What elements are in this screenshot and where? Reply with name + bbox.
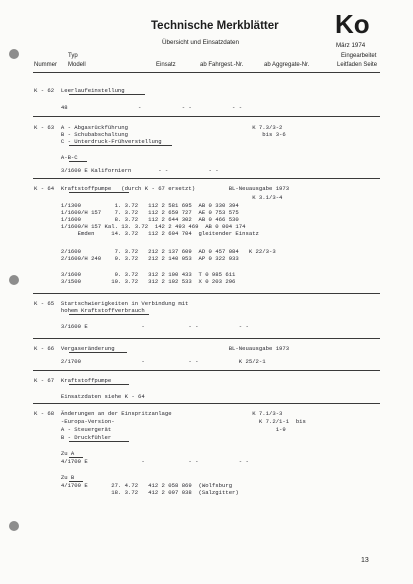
line-k63-c: C - Unterdruck-Frühverstellung <box>34 138 162 145</box>
issue-date: März 1974 <box>336 42 366 49</box>
underline <box>69 145 172 146</box>
underline <box>69 192 129 193</box>
section-divider <box>33 370 380 371</box>
section-divider <box>33 338 380 339</box>
line-k64-row9: 3/1500 10. 3.72 312 2 102 533 X 0 203 296 <box>34 278 236 285</box>
line-k63-data: 3/1600 E Kaliforniern - - - - <box>34 167 219 174</box>
underline <box>69 457 83 458</box>
line-k65-title2: hohem Kraftstoffverbrauch <box>34 307 145 314</box>
line-k64-row3: 1/1600 8. 3.72 112 2 644 302 AB 0 466 530 <box>34 216 239 223</box>
line-k64-row7: 2/1600/H 240 9. 3.72 212 2 140 053 AP 0 322 933 <box>34 255 239 262</box>
line-k64-title: K - 64 Kraftstoffpumpe (durch K - 67 ersetzt) BL-Neuausgabe 1973 <box>34 185 290 192</box>
line-k67-title: K - 67 Kraftstoffpumpe <box>34 377 112 384</box>
line-k67-data: Einsatzdaten siehe K - 64 <box>34 393 145 400</box>
section-divider <box>33 293 380 294</box>
line-k68-zu-a-data: 4/1700 E - - - - - <box>34 458 249 465</box>
line-k64-row4: 1/1600/H 157 Kal. 13. 3.72 142 2 493 469 AB 0 004 174 <box>34 223 246 230</box>
underline <box>69 384 129 385</box>
line-k68-zu-b-row1: 4/1700 E 27. 4.72 412 2 058 869 (Wolfsburg <box>34 482 233 489</box>
line-k68-zu-b-row2: 18. 3.72 412 2 097 038 (Salzgitter) <box>34 489 239 496</box>
line-k64-row8: 3/1600 9. 3.72 312 2 100 433 T 0 985 611 <box>34 271 236 278</box>
line-k62-data: 48 - - - - - <box>34 104 243 111</box>
underline <box>69 94 145 95</box>
line-k64-row1: 1/1300 1. 3.72 112 2 581 695 AB 0 330 394 <box>34 202 239 209</box>
section-divider <box>33 116 380 117</box>
line-k66-data: 2/1700 - - - K 25/2-1 <box>34 358 266 365</box>
column-header-einsatz: Einsatz <box>156 62 176 68</box>
underline <box>69 352 127 353</box>
page-title: Technische Merkblätter <box>151 20 279 32</box>
section-divider <box>33 178 380 179</box>
underline <box>69 161 87 162</box>
line-k66-title: K - 66 Vergaseränderung BL-Neuausgabe 1973 <box>34 345 290 352</box>
line-k63-a: K - 63 A - Abgasrückführung K 7.3/3-2 <box>34 124 283 131</box>
column-header-modell: Modell <box>68 62 86 68</box>
line-k68-zu-a: Zu A <box>34 450 75 457</box>
line-k68-zu-b: Zu B <box>34 474 75 481</box>
section-divider <box>33 403 380 404</box>
line-k64-ref: K 3.1/3-4 <box>34 194 283 201</box>
column-header-fahrgestell: ab Fahrgest.-Nr. <box>200 62 244 68</box>
underline <box>69 314 149 315</box>
line-k64-row2: 1/1600/H 157 7. 3.72 112 2 659 727 AE 0 753 575 <box>34 209 239 216</box>
line-k65-title: K - 65 Startschwierigkeiten in Verbindung mit <box>34 300 189 307</box>
line-k68-b: B - Druckfühler <box>34 434 112 441</box>
binder-hole <box>9 521 19 531</box>
page-number: 13 <box>361 557 369 564</box>
line-k68-a: A - Steuergerät 1-9 <box>34 426 286 433</box>
column-header-typ: Typ <box>68 53 78 59</box>
header-divider <box>33 72 380 73</box>
line-k64-row6: 2/1600 7. 3.72 212 2 137 609 AD 0 457 084 K 22/3-3 <box>34 248 276 255</box>
column-header-leitfaden: Leitfaden Seite <box>337 62 378 68</box>
line-k64-row5: Emden 14. 3.72 112 2 604 704 gleitender Einsatz <box>34 230 259 237</box>
binder-hole <box>9 49 19 59</box>
line-k63-b: B - Schubabschaltung bis 3-6 <box>34 131 286 138</box>
line-k62-title: K - 62 Leerlaufeinstellung <box>34 87 125 94</box>
binder-hole <box>9 275 19 285</box>
column-header-eingearbeitet: Eingearbeitet <box>341 53 377 59</box>
column-header-nummer: Nummer <box>34 62 58 68</box>
underline <box>69 441 129 442</box>
line-k65-data: 3/1600 E - - - - - <box>34 323 249 330</box>
page-subtitle: Übersicht und Einsatzdaten <box>162 39 240 46</box>
column-header-aggregate: ab Aggregate-Nr. <box>264 62 310 68</box>
section-code: Ko <box>335 9 370 39</box>
line-k63-abc: A-B-C <box>34 154 78 161</box>
line-k68-europa: -Europa-Version- K 7.2/1-1 bis <box>34 418 306 425</box>
underline <box>69 481 83 482</box>
line-k68-title: K - 68 Änderungen an der Einspritzanlage K 7.1/3-3 <box>34 410 283 417</box>
